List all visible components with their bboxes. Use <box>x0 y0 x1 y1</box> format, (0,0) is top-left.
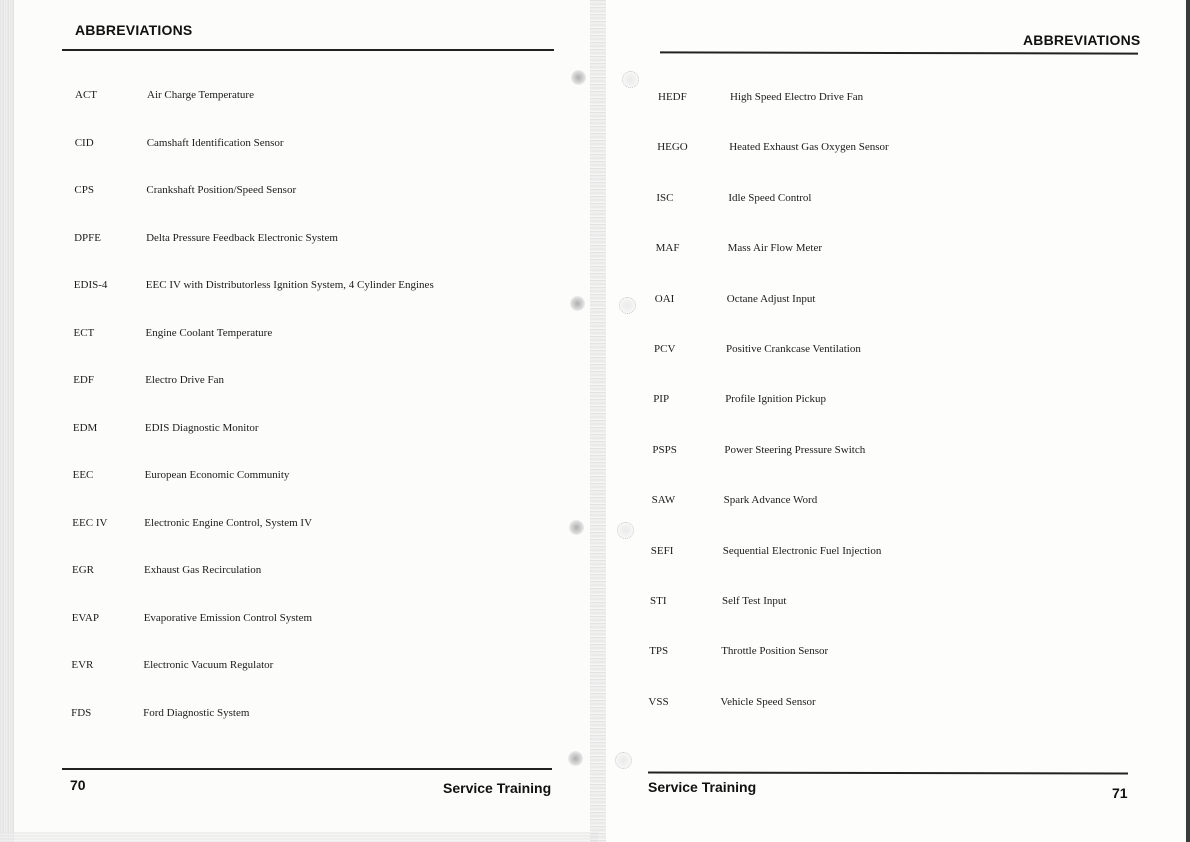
punch-hole <box>571 70 586 85</box>
abbreviation-code: EVAP <box>71 611 99 624</box>
abbreviation-code: PIP <box>653 393 670 406</box>
abbreviation-code: EDM <box>72 421 98 434</box>
abbreviation-code: ECT <box>73 326 95 339</box>
abbreviation-code: EDIS-4 <box>73 279 108 291</box>
list-item <box>651 545 1111 559</box>
list-item <box>72 517 532 531</box>
header-rule <box>660 51 1138 54</box>
abbreviation-definition: Ford Diagnostic System <box>143 706 250 719</box>
abbreviation-code: EVR <box>71 659 94 671</box>
footer-title: Service Training <box>648 779 757 795</box>
list-item <box>650 595 1110 609</box>
abbreviation-definition: Positive Crankcase Ventilation <box>726 343 861 355</box>
list-item <box>652 444 1112 458</box>
abbreviation-code: ISC <box>656 191 674 204</box>
list-item <box>71 707 531 721</box>
abbreviation-code: PSPS <box>652 443 677 456</box>
abbreviation-definition: Heated Exhaust Gas Oxygen Sensor <box>729 141 889 154</box>
abbreviation-definition: Octane Adjust Input <box>726 292 816 305</box>
punch-hole <box>569 520 584 535</box>
abbreviation-code: MAF <box>655 242 680 255</box>
footer-rule <box>648 771 1128 774</box>
abbreviation-definition: EDIS Diagnostic Monitor <box>144 421 259 434</box>
binding-gutter <box>590 0 606 842</box>
abbreviation-definition: European Economic Community <box>144 469 290 481</box>
abbreviation-code: PCV <box>654 343 676 355</box>
list-item <box>74 184 534 198</box>
list-item <box>73 374 533 388</box>
abbreviation-code: EEC <box>72 469 94 481</box>
abbreviation-definition: Air Charge Temperature <box>147 89 254 101</box>
abbreviation-definition: Self Test Input <box>722 595 787 607</box>
list-item <box>654 343 1114 357</box>
list-item <box>653 393 1113 407</box>
abbreviation-definition: Delta Pressure Feedback Electronic System <box>146 231 338 244</box>
list-item <box>656 192 1116 206</box>
abbreviation-code: HEDF <box>658 91 687 103</box>
list-item <box>72 612 532 626</box>
page-edge-shadow <box>0 0 14 842</box>
abbreviation-definition: Electro Drive Fan <box>145 374 224 386</box>
footer-rule <box>62 768 552 770</box>
list-item <box>74 279 534 293</box>
header-rule <box>62 49 554 51</box>
list-item <box>658 91 1118 105</box>
abbreviation-code: CPS <box>74 184 94 196</box>
abbreviation-code: OAI <box>654 292 675 305</box>
list-item <box>656 242 1116 256</box>
page-heading: ABBREVIATIONS <box>75 22 193 38</box>
abbreviation-definition: Crankshaft Position/Speed Sensor <box>146 184 297 196</box>
page-edge-shadow <box>1186 0 1190 842</box>
abbreviation-code: DPFE <box>74 231 101 244</box>
abbreviation-code: FDS <box>71 706 92 719</box>
abbreviation-definition: High Speed Electro Drive Fan <box>730 91 864 103</box>
abbreviation-code: EEC IV <box>72 516 108 529</box>
list-item <box>648 696 1108 710</box>
list-item <box>73 469 533 483</box>
list-item <box>74 327 534 341</box>
list-item <box>649 645 1109 659</box>
list-item <box>73 422 533 436</box>
abbreviation-definition: Vehicle Speed Sensor <box>720 695 816 708</box>
abbreviation-code: SEFI <box>650 544 674 557</box>
abbreviation-definition: Exhaust Gas Recirculation <box>144 564 262 576</box>
abbreviation-definition: Sequential Electronic Fuel Injection <box>722 544 882 557</box>
page-number: 71 <box>1112 785 1128 801</box>
abbreviation-code: EDF <box>73 374 94 386</box>
abbreviation-definition: Throttle Position Sensor <box>721 645 829 658</box>
abbreviation-definition: Engine Coolant Temperature <box>145 326 273 339</box>
list-item <box>71 659 531 673</box>
right-page <box>598 0 1190 842</box>
page-heading: ABBREVIATIONS <box>1023 32 1141 48</box>
list-item <box>652 494 1112 508</box>
abbreviation-code: STI <box>650 595 667 607</box>
abbreviation-definition: Power Steering Pressure Switch <box>724 443 866 456</box>
punch-hole <box>617 522 634 539</box>
abbreviation-definition: Electronic Engine Control, System IV <box>144 516 313 529</box>
page-number: 70 <box>70 777 86 793</box>
abbreviation-definition: Electronic Vacuum Regulator <box>143 659 274 671</box>
list-item <box>72 564 532 578</box>
abbreviation-definition: Spark Advance Word <box>723 494 818 507</box>
list-item <box>655 293 1115 307</box>
abbreviation-definition: Evaporative Emission Control System <box>143 611 313 624</box>
footer-title: Service Training <box>443 780 552 796</box>
abbreviation-definition: EEC IV with Distributorless Ignition System, 4 Cylinder Engines <box>145 279 434 291</box>
list-item <box>75 137 535 151</box>
list-item <box>75 89 535 103</box>
punch-hole <box>619 297 636 314</box>
abbreviation-code: EGR <box>72 564 94 576</box>
abbreviation-definition: Idle Speed Control <box>728 191 812 204</box>
list-item <box>74 232 534 246</box>
list-item <box>657 141 1117 155</box>
abbreviation-code: TPS <box>649 645 669 658</box>
abbreviation-definition: Profile Ignition Pickup <box>725 393 827 406</box>
abbreviation-code: SAW <box>651 494 676 507</box>
abbreviation-code: ACT <box>75 89 97 101</box>
abbreviation-code: HEGO <box>657 141 688 154</box>
abbreviation-code: VSS <box>648 695 669 708</box>
punch-hole <box>570 296 585 311</box>
abbreviation-definition: Camshaft Identification Sensor <box>146 136 284 149</box>
punch-hole <box>615 752 632 769</box>
abbreviation-definition: Mass Air Flow Meter <box>727 242 823 255</box>
punch-hole <box>568 751 583 766</box>
punch-hole <box>622 71 639 88</box>
abbreviation-code: CID <box>74 136 94 149</box>
page-edge-shadow <box>0 832 598 842</box>
